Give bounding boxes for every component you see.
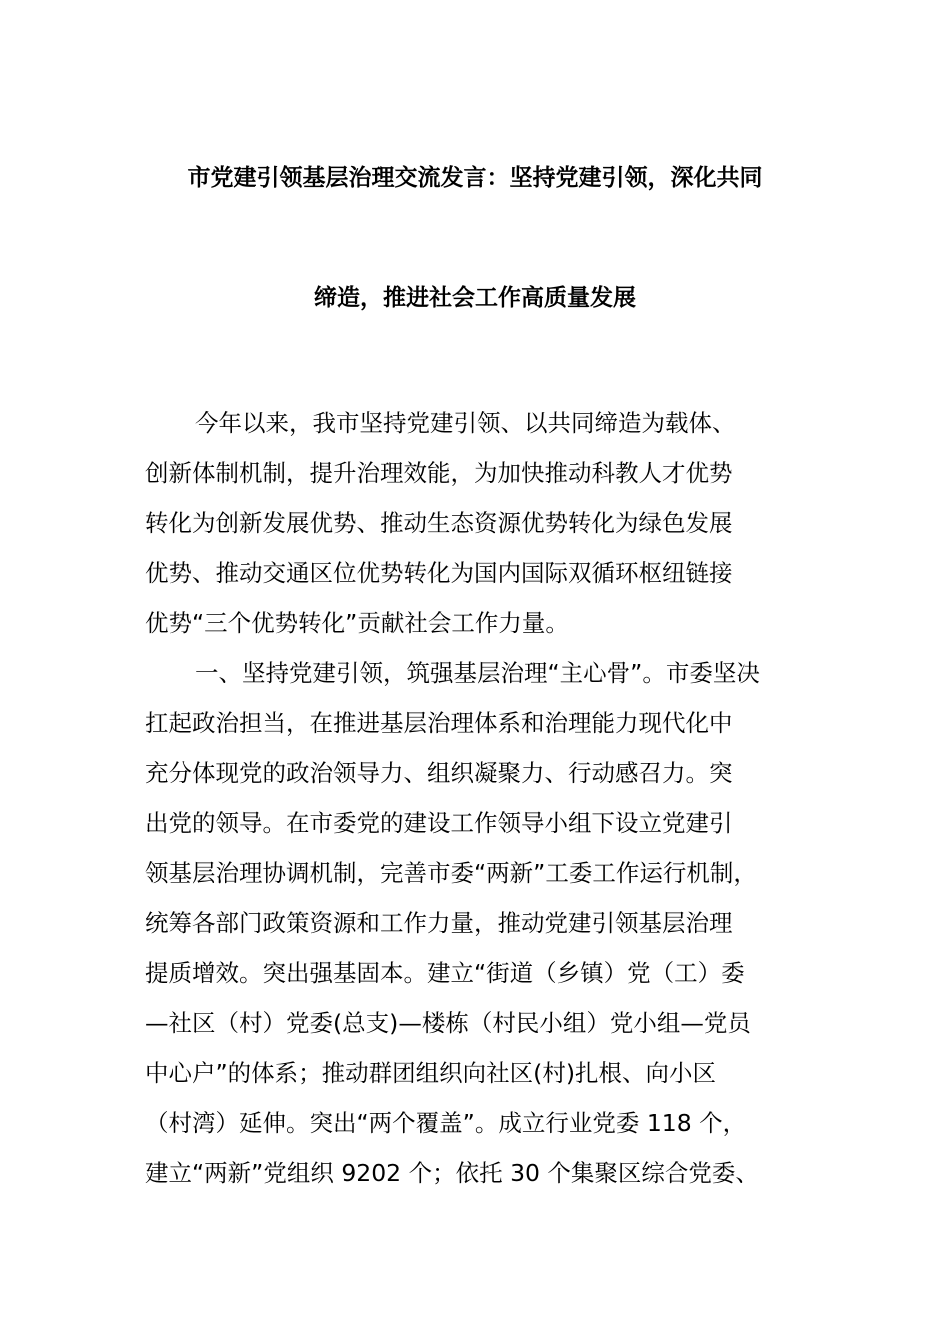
document-title-line-2: 缔造，推进社会工作高质量发展 <box>314 285 636 311</box>
paragraph-2-line-1: 一、坚持党建引领，筑强基层治理“主心骨”。市委坚决 <box>195 659 760 687</box>
paragraph-2-line-3: 充分体现党的政治领导力、组织凝聚力、行动感召力。突 <box>145 759 733 787</box>
paragraph-2-line-11: 建立“两新”党组织 9202 个；依托 30 个集聚区综合党委、 <box>145 1159 759 1187</box>
paragraph-2-line-9: 中心户”的体系；推动群团组织向社区(村)扎根、向小区 <box>145 1059 717 1087</box>
document-body <box>145 403 820 1203</box>
paragraph-2-line-7: 提质增效。突出强基固本。建立“街道（乡镇）党（工）委 <box>145 959 745 987</box>
paragraph-2-line-8: —社区（村）党委(总支)—楼栋（村民小组）党小组—党员 <box>145 1009 751 1037</box>
paragraph-2-line-5: 领基层治理协调机制，完善市委“两新”工委工作运行机制， <box>145 859 757 887</box>
paragraph-2-line-4: 出党的领导。在市委党的建设工作领导小组下设立党建引 <box>145 809 733 837</box>
paragraph-1-line-3: 转化为创新发展优势、推动生态资源优势转化为绿色发展 <box>145 509 733 537</box>
paragraph-2-line-10: （村湾）延伸。突出“两个覆盖”。成立行业党委 118 个， <box>145 1109 747 1137</box>
paragraph-2-line-2: 扛起政治担当，在推进基层治理体系和治理能力现代化中 <box>145 709 733 737</box>
document-title-line-1: 市党建引领基层治理交流发言：坚持党建引领，深化共同 <box>187 165 763 191</box>
paragraph-1-line-2: 创新体制机制，提升治理效能，为加快推动科教人才优势 <box>145 459 733 487</box>
paragraph-1-line-5: 优势“三个优势转化”贡献社会工作力量。 <box>145 609 569 637</box>
paragraph-1-line-1: 今年以来，我市坚持党建引领、以共同缔造为载体、 <box>195 409 736 437</box>
paragraph-1-line-4: 优势、推动交通区位优势转化为国内国际双循环枢纽链接 <box>145 559 733 587</box>
paragraph-2-line-6: 统筹各部门政策资源和工作力量，推动党建引领基层治理 <box>145 909 733 937</box>
